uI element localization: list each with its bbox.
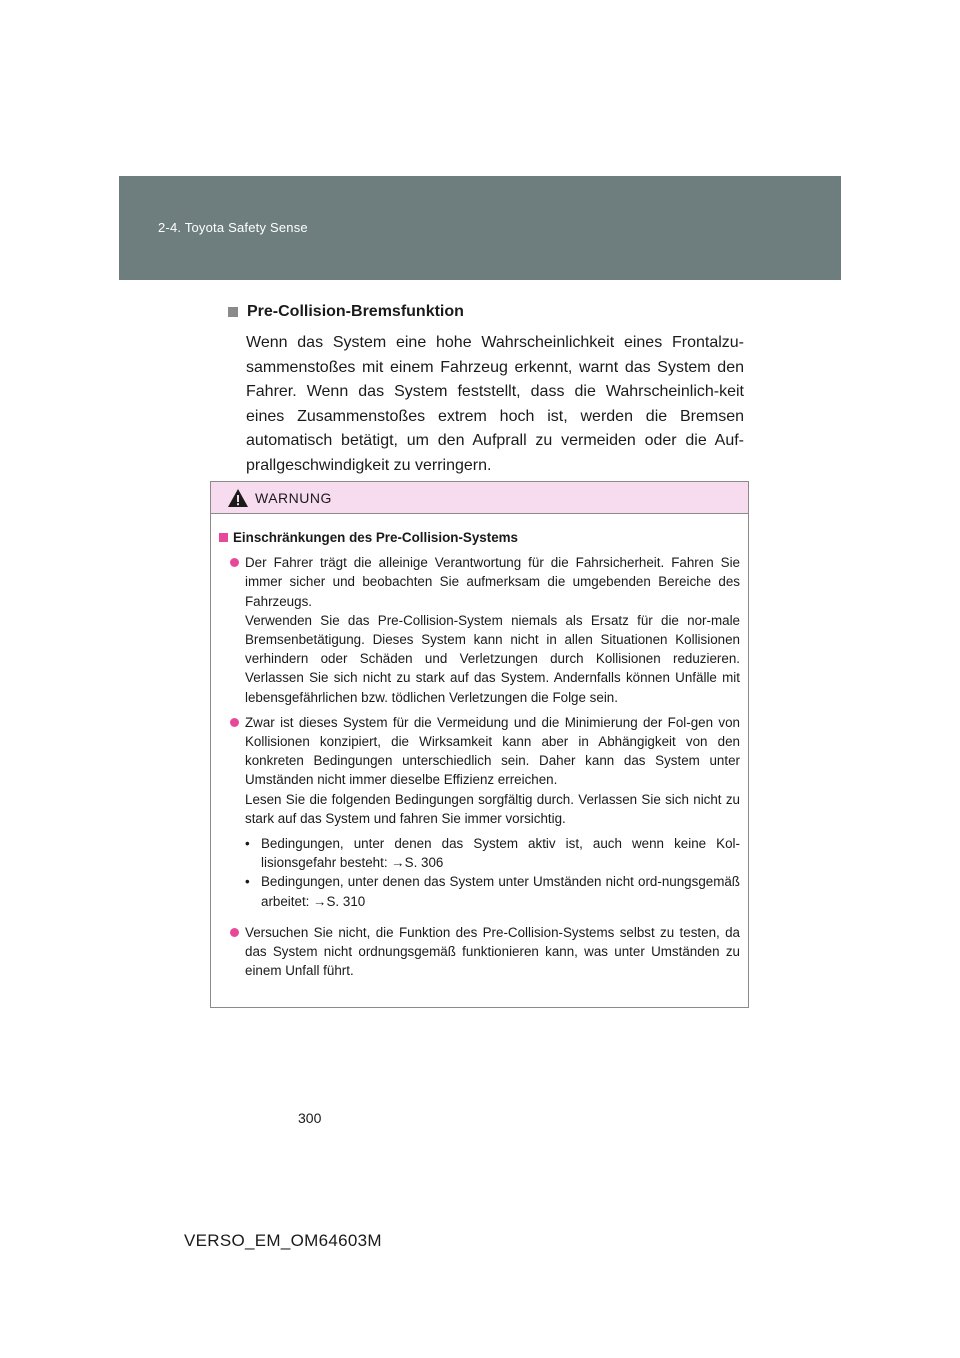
bullet-text: Bedingungen, unter denen das System unter Umständen nicht ord-nungsgemäß arbeitet: →S. 310 — [261, 874, 740, 909]
bullet-item — [245, 872, 740, 910]
pink-square-icon — [219, 533, 228, 542]
bullet-list — [245, 834, 740, 911]
document-id: VERSO_EM_OM64603M — [184, 1231, 382, 1250]
paragraph: Verwenden Sie das Pre-Collision-System niemals als Ersatz für die nor-male Bremsenbetätigung. Dieses System kann nicht in allen Situationen Kollisionen verhindern oder Schäden und Verletzungen durch Kollisionen reduzieren. Verlassen Sie sich nicht zu stark auf das System. Andernfalls können Unfälle mit lebensgefährlichen bzw. tödlichen Verletzungen die Folge sein. — [245, 612, 740, 705]
warning-item-text — [245, 713, 740, 917]
paragraph: Der Fahrer trägt die alleinige Verantwortung für die Fahrsicherheit. Fahren Sie immer sicher und beobachten Sie aufmerksam die umgebenden Bereiche des Fahrzeugs. — [245, 555, 740, 609]
section-body: Wenn das System eine hohe Wahrscheinlichkeit eines Frontalzu-sammenstoßes mit einem Fahrzeug erkennt, warnt das System den Fahrer. Wenn das System feststellt, dass die Wahrscheinlich-keit eines Zusammenstoßes extrem hoch ist, werden die Bremsen automatisch betätigt, um den Aufprall zu vermeiden oder die Auf-prallgeschwindigkeit zu verringern. — [246, 334, 744, 474]
pink-dot-icon — [230, 558, 239, 567]
bullet-text: Bedingungen, unter denen das System aktiv ist, auch wenn keine Kol-lisionsgefahr besteht: →S. 306 — [261, 836, 740, 871]
section-title: 2-4. Toyota Safety Sense — [158, 220, 308, 235]
warning-header — [211, 482, 748, 514]
warning-box — [210, 481, 749, 1008]
bullet-item — [245, 834, 740, 872]
page-number: 300 — [298, 1110, 322, 1126]
warning-item-text — [245, 553, 740, 707]
bullet-marker: • — [245, 836, 250, 852]
bullet-marker: • — [245, 874, 250, 890]
pink-dot-icon — [230, 928, 239, 937]
warning-subheading-text: Einschränkungen des Pre-Collision-Systems — [233, 530, 519, 545]
pink-dot-icon — [230, 718, 239, 727]
section-heading — [228, 303, 744, 321]
warning-item — [219, 553, 740, 707]
warning-item — [219, 713, 740, 917]
paragraph: Versuchen Sie nicht, die Funktion des Pre-Collision-Systems selbst zu testen, da das System nicht ordnungsgemäß funktionieren kann, was unter Umständen zu einem Unfall führt. — [245, 924, 740, 979]
square-bullet-icon — [228, 307, 238, 317]
warning-item-text — [245, 923, 740, 981]
warning-item — [219, 923, 740, 981]
pre-collision-brake-section — [228, 303, 744, 479]
warning-content — [211, 514, 748, 980]
warning-subheading — [219, 528, 740, 547]
warning-triangle-icon — [227, 488, 249, 508]
paragraph: Zwar ist dieses System für die Vermeidung und die Minimierung der Fol-gen von Kollisionen konzipiert, die Wirksamkeit kann aber in Abhängigkeit von den konkreten Bedingungen unterschiedlich sein. Daher kann das System unter Umständen nicht immer dieselbe Effizienz erreichen. — [245, 714, 740, 788]
paragraph: Lesen Sie die folgenden Bedingungen sorgfältig durch. Verlassen Sie sich nicht zu stark auf das System und fahren Sie immer vorsichtig. — [245, 791, 740, 826]
header-band — [119, 176, 841, 280]
warning-title: WARNUNG — [255, 489, 332, 506]
section-heading-text: Pre-Collision-Bremsfunktion — [247, 303, 464, 320]
